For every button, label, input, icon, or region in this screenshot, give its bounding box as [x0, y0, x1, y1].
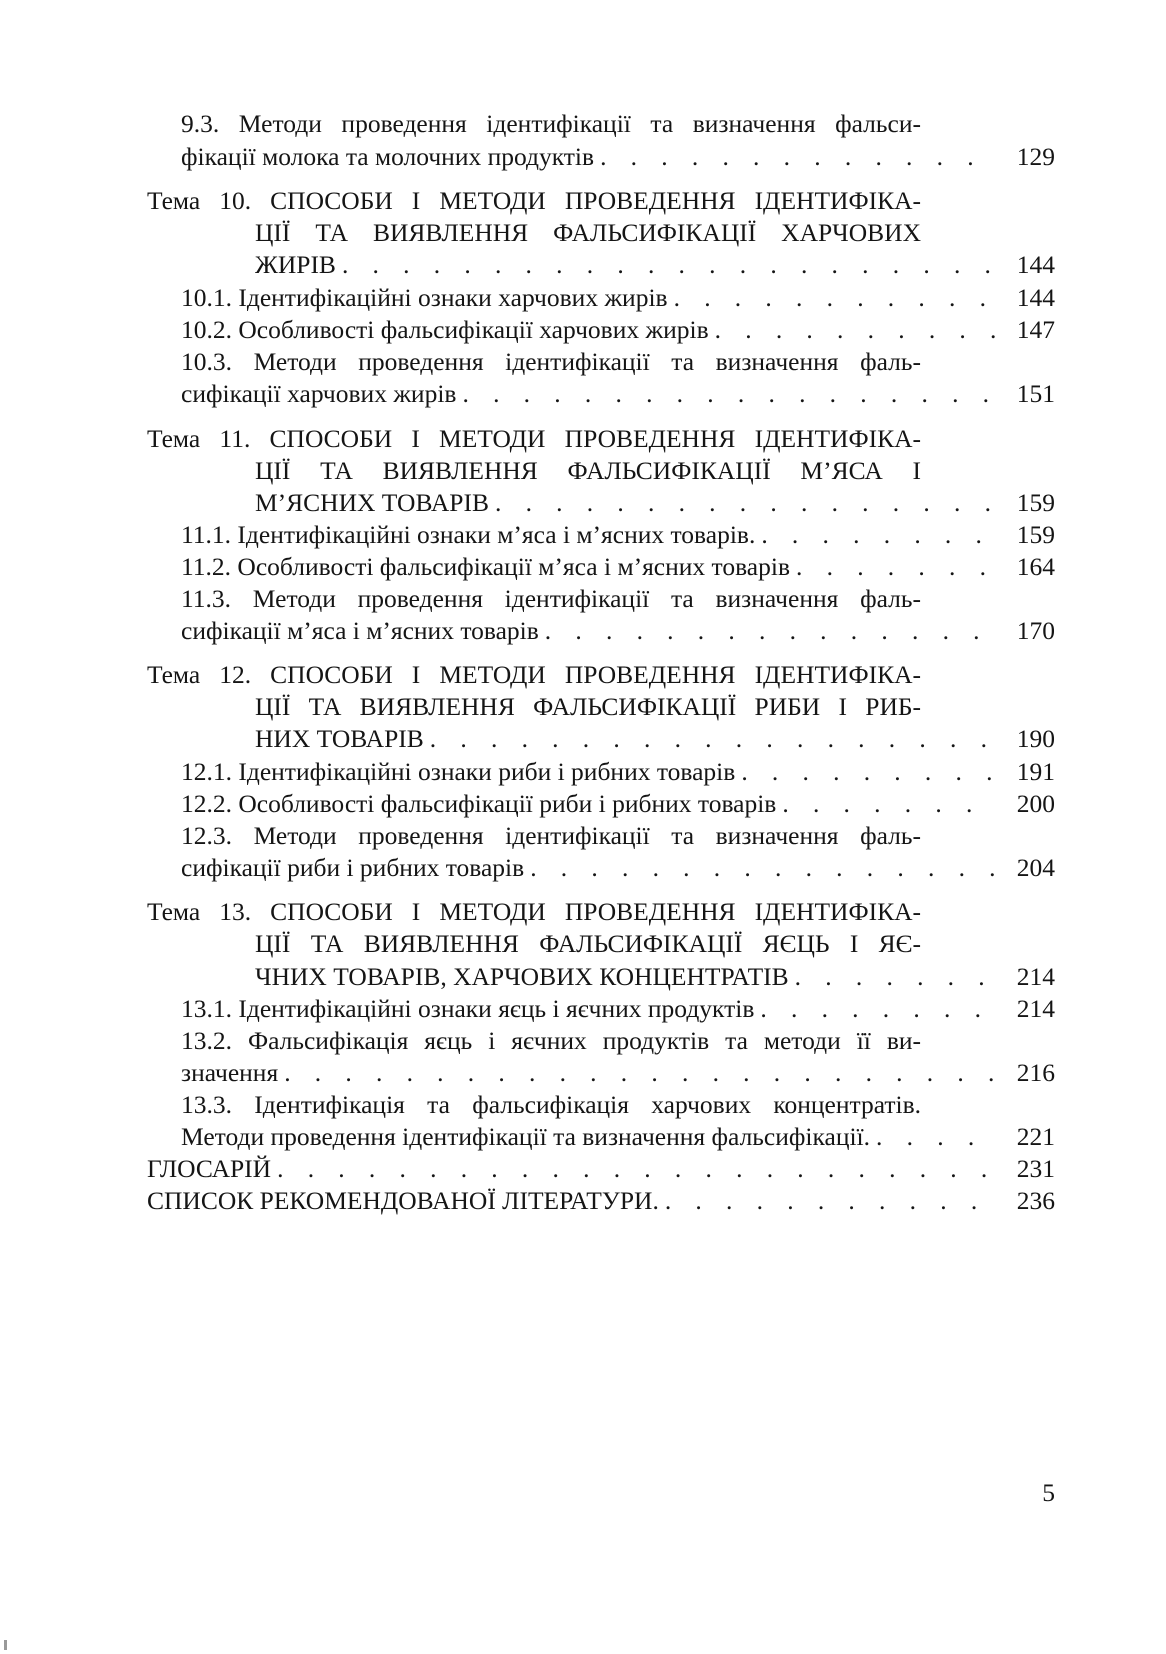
dot-leader	[674, 281, 995, 315]
toc-line	[181, 281, 1055, 315]
dot-leader	[741, 755, 995, 789]
scan-mark	[4, 1640, 7, 1650]
toc-entry-title: сифікації риби і рибних товарів	[181, 853, 525, 882]
dot-leader	[876, 1120, 995, 1154]
toc-entry-page: 204	[1016, 853, 1055, 882]
toc-entry-page: 129	[1016, 142, 1055, 171]
dot-leader	[430, 722, 995, 756]
toc-entry-page: 151	[1016, 379, 1055, 408]
toc-line	[181, 755, 1055, 789]
toc-entry-title: 12.1. Ідентифікаційні ознаки риби і рибних товарів	[181, 757, 736, 786]
toc-entry-page: 221	[1016, 1122, 1055, 1151]
toc-entry-page: 147	[1016, 315, 1055, 344]
toc-line: 10.3. Методи проведення ідентифікації та визначення фаль-	[181, 347, 921, 376]
dot-leader	[665, 1184, 995, 1218]
toc-line: Тема 10. СПОСОБИ І МЕТОДИ ПРОВЕДЕННЯ ІДЕНТИФІКА-	[147, 186, 921, 215]
toc-line: Тема 11. СПОСОБИ І МЕТОДИ ПРОВЕДЕННЯ ІДЕНТИФІКА-	[147, 424, 921, 453]
dot-leader	[796, 550, 995, 584]
toc-line: ЦІЇ ТА ВИЯВЛЕННЯ ФАЛЬСИФІКАЦІЇ ХАРЧОВИХ	[255, 218, 921, 247]
toc-line	[181, 550, 1055, 584]
toc-entry-title: сифікації харчових жирів	[181, 379, 457, 408]
dot-leader	[795, 960, 995, 994]
toc-line: ЦІЇ ТА ВИЯВЛЕННЯ ФАЛЬСИФІКАЦІЇ РИБИ І РИБ-	[255, 692, 921, 721]
dot-leader	[530, 851, 995, 885]
dot-leader	[782, 787, 995, 821]
dot-leader	[715, 313, 995, 347]
toc-line: 11.3. Методи проведення ідентифікації та визначення фаль-	[181, 584, 921, 613]
toc-entry-page: 191	[1016, 757, 1055, 786]
toc-line	[181, 313, 1055, 347]
dot-leader	[760, 992, 995, 1026]
toc-line	[181, 1120, 1055, 1154]
toc-entry-title: 12.2. Особливості фальсифікації риби і рибних товарів	[181, 789, 777, 818]
toc-line	[181, 851, 1055, 885]
toc-line	[255, 722, 1055, 756]
toc-line: Тема 12. СПОСОБИ І МЕТОДИ ПРОВЕДЕННЯ ІДЕНТИФІКА-	[147, 660, 921, 689]
dot-leader	[761, 518, 995, 552]
toc-line	[147, 1184, 1055, 1218]
dot-leader	[495, 486, 995, 520]
toc-entry-title: ЖИРІВ	[255, 250, 336, 279]
dot-leader	[462, 377, 995, 411]
dot-leader	[600, 140, 995, 174]
toc-line: 12.3. Методи проведення ідентифікації та визначення фаль-	[181, 821, 921, 850]
toc-entry-page: 214	[1016, 994, 1055, 1023]
toc-line	[181, 614, 1055, 648]
toc-entry-page: 159	[1016, 488, 1055, 517]
dot-leader	[342, 248, 995, 282]
toc-line	[181, 377, 1055, 411]
page-number: 5	[1042, 1478, 1055, 1507]
toc-line	[181, 140, 1055, 174]
toc-entry-title: фікації молока та молочних продуктів	[181, 142, 595, 171]
toc-line: 13.2. Фальсифікація яєць і яєчних продуктів та методи її ви-	[181, 1026, 921, 1055]
toc-entry-title: 13.1. Ідентифікаційні ознаки яєць і яєчних продуктів	[181, 994, 755, 1023]
dot-leader	[545, 614, 995, 648]
toc-entry-title: НИХ ТОВАРІВ	[255, 724, 424, 753]
toc-entry-title: СПИСОК РЕКОМЕНДОВАНОЇ ЛІТЕРАТУРИ.	[147, 1186, 659, 1215]
toc-entry-title: 10.1. Ідентифікаційні ознаки харчових жирів	[181, 283, 668, 312]
toc-line	[255, 960, 1055, 994]
toc-entry-title: значення	[181, 1058, 279, 1087]
toc-entry-page: 231	[1016, 1154, 1055, 1183]
toc-entry-page: 200	[1016, 789, 1055, 818]
toc-line	[181, 787, 1055, 821]
toc-entry-title: ГЛОСАРІЙ	[147, 1154, 272, 1183]
toc-entry-page: 216	[1016, 1058, 1055, 1087]
toc-line	[255, 486, 1055, 520]
toc-line	[181, 992, 1055, 1026]
toc-entry-title: ЧНИХ ТОВАРІВ, ХАРЧОВИХ КОНЦЕНТРАТІВ	[255, 962, 789, 991]
toc-line: 13.3. Ідентифікація та фальсифікація харчових концентратів.	[181, 1090, 921, 1119]
toc-entry-page: 214	[1016, 962, 1055, 991]
toc-entry-title: Методи проведення ідентифікації та визначення фальсифікації.	[181, 1122, 871, 1151]
toc-entry-page: 170	[1016, 616, 1055, 645]
toc-line: ЦІЇ ТА ВИЯВЛЕННЯ ФАЛЬСИФІКАЦІЇ ЯЄЦЬ І ЯЄ-	[255, 929, 921, 958]
toc-line	[181, 518, 1055, 552]
toc-entry-title: 10.2. Особливості фальсифікації харчових жирів	[181, 315, 709, 344]
toc-entry-title: 11.2. Особливості фальсифікації м’яса і м’ясних товарів	[181, 552, 790, 581]
toc-entry-page: 236	[1016, 1186, 1055, 1215]
toc-line	[255, 248, 1055, 282]
toc-entry-title: М’ЯСНИХ ТОВАРІВ	[255, 488, 489, 517]
toc-entry-title: сифікації м’яса і м’ясних товарів	[181, 616, 539, 645]
toc-entry-page: 144	[1016, 283, 1055, 312]
toc-line: Тема 13. СПОСОБИ І МЕТОДИ ПРОВЕДЕННЯ ІДЕНТИФІКА-	[147, 897, 921, 926]
dot-leader	[284, 1056, 995, 1090]
toc-entry-page: 159	[1016, 520, 1055, 549]
toc-entry-title: 11.1. Ідентифікаційні ознаки м’яса і м’ясних товарів.	[181, 520, 756, 549]
toc-entry-page: 164	[1016, 552, 1055, 581]
toc-line	[147, 1152, 1055, 1186]
toc-line: 9.3. Методи проведення ідентифікації та визначення фальси-	[181, 109, 921, 138]
toc-entry-page: 190	[1016, 724, 1055, 753]
toc-line	[181, 1056, 1055, 1090]
toc-line: ЦІЇ ТА ВИЯВЛЕННЯ ФАЛЬСИФІКАЦІЇ М’ЯСА І	[255, 456, 921, 485]
toc-entry-page: 144	[1016, 250, 1055, 279]
dot-leader	[277, 1152, 995, 1186]
